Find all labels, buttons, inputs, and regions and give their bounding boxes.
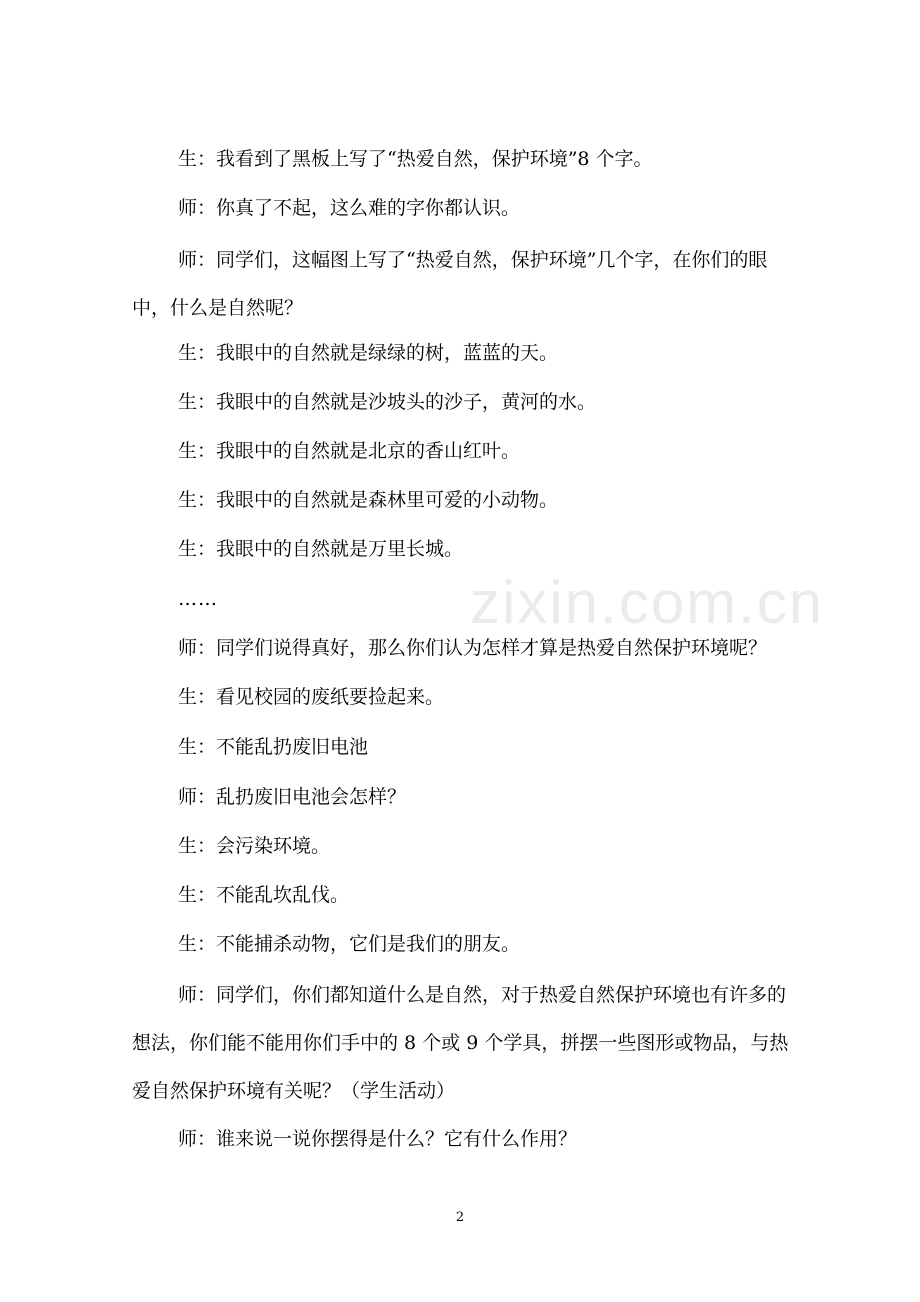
paragraph-7: 生：我眼中的自然就是森林里可爱的小动物。: [178, 489, 559, 511]
paragraph-3: 师：同学们，这幅图上写了“热爱自然，保护环境”几个字，在你们的眼中，什么是自然呢？: [132, 249, 768, 319]
paragraph-17: 师：同学们，你们都知道什么是自然，对于热爱自然保护环境也有许多的想法，你们能不能用你们手中的 8 个或 9 个学具，拼摆一些图形或物品，与热爱自然保护环境有关呢？（学生活动）: [132, 984, 789, 1102]
paragraph-8: 生：我眼中的自然就是万里长城。: [178, 538, 464, 560]
paragraph-12: 生：不能乱扔废旧电池: [178, 736, 369, 758]
page-number: 2: [455, 1210, 465, 1225]
paragraph-13: 师：乱扔废旧电池会怎样？: [178, 786, 407, 808]
paragraph-10: 师：同学们说得真好，那么你们认为怎样才算是热爱自然保护环境呢？: [178, 637, 768, 659]
paragraph-2: 师：你真了不起，这么难的字你都认识。: [178, 197, 521, 219]
paragraph-14: 生：会污染环境。: [178, 835, 331, 857]
paragraph-1: 生：我看到了黑板上写了“热爱自然，保护环境”8 个字。: [178, 148, 653, 170]
ellipsis: ……: [178, 588, 218, 610]
paragraph-16: 生：不能捕杀动物，它们是我们的朋友。: [178, 933, 521, 955]
paragraph-11: 生：看见校园的废纸要捡起来。: [178, 686, 445, 708]
paragraph-6: 生：我眼中的自然就是北京的香山红叶。: [178, 440, 521, 462]
paragraph-18: 师：谁来说一说你摆得是什么？它有什么作用？: [178, 1128, 578, 1150]
paragraph-4: 生：我眼中的自然就是绿绿的树，蓝蓝的天。: [178, 342, 559, 364]
watermark: zixin.com.cn: [470, 569, 825, 636]
paragraph-15: 生：不能乱坎乱伐。: [178, 884, 350, 906]
paragraph-5: 生：我眼中的自然就是沙坡头的沙子，黄河的水。: [178, 391, 597, 413]
